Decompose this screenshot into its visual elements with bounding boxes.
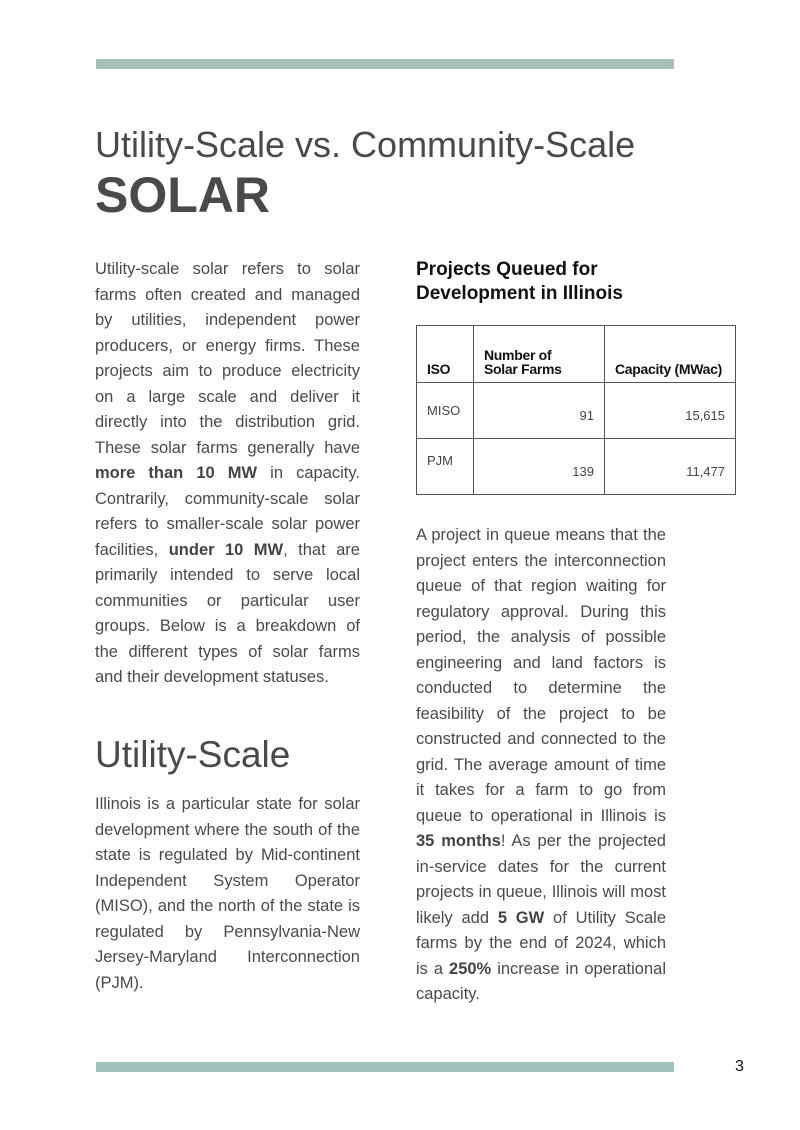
cell-capacity: 15,615 — [605, 383, 736, 439]
cell-capacity: 11,477 — [605, 439, 736, 495]
queue-explanation-paragraph — [416, 523, 666, 1008]
table-row — [417, 439, 736, 495]
cell-farms: 139 — [474, 439, 605, 495]
cell-farms: 91 — [474, 383, 605, 439]
intro-text-2: in capacity. Contrarily, community-scale solar refers to smaller-scale solar power facilities, — [95, 464, 360, 559]
queue-bold-2: 5 GW — [497, 908, 545, 927]
header-iso: ISO — [417, 326, 474, 383]
projects-queue-table — [416, 325, 736, 495]
intro-paragraph — [95, 257, 360, 691]
queue-text-4: increase in operational capacity. — [416, 959, 666, 1003]
intro-bold-1: more than 10 MW — [95, 464, 258, 482]
table-row — [417, 383, 736, 439]
intro-text-1: Utility-scale solar refers to solar farms often created and managed by utilities, independent power producers, or energy firms. These projects aim to produce electricity on a large scale and deliver it directly into the distribution grid. These solar farms generally have — [95, 260, 360, 457]
cell-iso: MISO — [417, 383, 474, 439]
page-number: 3 — [735, 1058, 744, 1075]
page-title-line1: Utility-Scale vs. Community-Scale — [95, 124, 636, 165]
intro-bold-2: under 10 MW — [168, 540, 284, 559]
cell-iso: PJM — [417, 439, 474, 495]
utility-scale-paragraph: Illinois is a particular state for solar development where the south of the state is regulated by Mid-continent Independent System Operator (MISO), and the north of the state is regulated by Pennsylvania-New Jersey-Maryland Interconnection (PJM). — [95, 795, 360, 992]
queue-bold-1: 35 months — [416, 832, 501, 850]
header-number-of-farms: Number of Solar Farms — [474, 326, 605, 383]
header-capacity: Capacity (MWac) — [605, 326, 736, 383]
queue-text-1: A project in queue means that the project enters the interconnection queue of that region waiting for regulatory approval. During this period, the analysis of possible engineering and land factors is conducted to determine the feasibility of the project to be constructed and connected to the grid. The average amount of time it takes for a farm to go from queue to operational in Illinois is — [416, 526, 666, 825]
intro-text-3: , that are primarily intended to serve local communities or particular user groups. Below is a breakdown of the different types of solar farms and their development statuses. — [95, 540, 360, 686]
table-title: Projects Queued for Development in Illinois — [416, 259, 623, 304]
bottom-accent-bar — [96, 1062, 674, 1072]
queue-text-3: of Utility Scale farms by the end of 2024, which is a — [416, 908, 667, 978]
queue-text-2: ! As per the projected in-service dates for the current projects in queue, Illinois will most likely add — [416, 832, 666, 927]
utility-scale-heading: Utility-Scale — [95, 734, 291, 775]
table-header-row — [417, 326, 736, 383]
top-accent-bar — [96, 59, 674, 69]
page-title-line2: SOLAR — [95, 167, 270, 223]
queue-bold-3: 250% — [449, 959, 492, 978]
